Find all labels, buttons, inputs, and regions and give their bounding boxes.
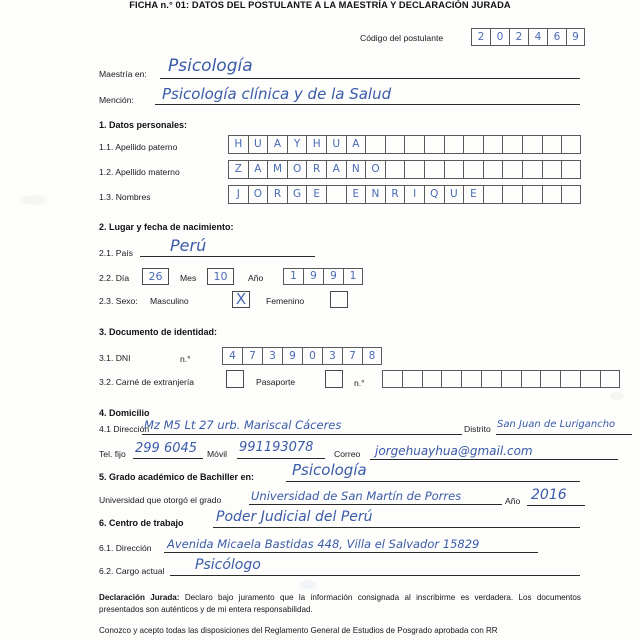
char-box[interactable] <box>502 135 522 154</box>
char-box[interactable] <box>561 135 581 154</box>
char-box[interactable] <box>580 370 600 388</box>
char-box-value: 4 <box>229 349 236 362</box>
char-box[interactable] <box>343 268 363 285</box>
char-box[interactable] <box>483 185 503 204</box>
scan-artifact <box>300 580 316 589</box>
char-box[interactable] <box>283 268 303 285</box>
char-box[interactable] <box>444 160 464 179</box>
char-box-value: 7 <box>349 349 356 362</box>
carne-extranjeria-label: 3.2. Carné de extranjería <box>99 377 195 387</box>
char-box[interactable] <box>542 160 562 179</box>
char-box[interactable] <box>463 135 483 154</box>
masculino-checkbox[interactable] <box>232 291 250 308</box>
trabajo-direccion-label: 6.1. Dirección <box>99 543 152 553</box>
femenino-label: Femenino <box>266 296 305 306</box>
codigo-postulante-label: Código del postulante <box>360 33 444 43</box>
maestria-underline <box>160 78 580 79</box>
char-box[interactable] <box>404 160 424 179</box>
char-box-value: A <box>332 163 340 176</box>
char-box-value: E <box>470 188 477 201</box>
dni-numero-label: n.° <box>180 354 191 364</box>
mes-label: Mes <box>180 273 197 283</box>
char-box[interactable] <box>522 160 542 179</box>
nombres-boxes[interactable] <box>228 185 581 204</box>
char-box[interactable] <box>444 185 464 204</box>
char-box-value: 9 <box>289 349 296 362</box>
trabajo-direccion-value[interactable]: Avenida Micaela Bastidas 448, Villa el Salvador 15829 <box>167 537 480 551</box>
pais-underline <box>140 256 315 257</box>
distrito-underline <box>496 434 632 435</box>
pais-label: 2.1. País <box>99 248 133 258</box>
char-box[interactable] <box>228 160 248 179</box>
anio-grado-label: Año <box>505 496 521 506</box>
char-box[interactable] <box>490 28 509 46</box>
char-box[interactable] <box>424 160 444 179</box>
section2-heading: 2. Lugar y fecha de nacimiento: <box>99 222 234 232</box>
dia-value: 26 <box>148 270 163 283</box>
reglamento-paragraph: Conozco y acepto todas las disposiciones del Reglamento General de Estudios de Posgrado aprobada con RR <box>99 626 498 635</box>
char-box[interactable] <box>461 370 481 388</box>
dni-boxes[interactable] <box>222 347 382 365</box>
char-box-value: A <box>254 163 262 176</box>
trabajo-direccion-underline <box>164 552 538 553</box>
declaracion-jurada-paragraph <box>99 592 581 616</box>
char-box[interactable] <box>481 370 501 388</box>
char-box-value: N <box>371 188 380 201</box>
movil-underline <box>237 458 325 459</box>
universidad-value[interactable]: Universidad de San Martín de Porres <box>251 489 462 503</box>
char-box[interactable] <box>282 347 302 365</box>
char-box[interactable] <box>424 135 444 154</box>
mencion-value[interactable]: Psicología clínica y de la Salud <box>162 85 392 103</box>
movil-value[interactable]: 991193078 <box>239 440 314 455</box>
anio-grado-underline <box>527 505 585 506</box>
char-box-value: A <box>352 138 360 151</box>
char-box-value: 9 <box>572 30 579 43</box>
char-box-value: 9 <box>330 270 337 283</box>
cargo-actual-value[interactable]: Psicólogo <box>195 557 261 573</box>
char-box[interactable] <box>362 347 382 365</box>
section3-heading: 3. Documento de identidad: <box>99 327 218 337</box>
section4-heading: 4. Domicilio <box>99 408 150 418</box>
char-box-value: 8 <box>368 349 376 362</box>
char-box[interactable] <box>471 28 490 46</box>
char-box-value: O <box>371 163 380 176</box>
char-box[interactable] <box>365 185 385 204</box>
char-box-value: I <box>413 188 417 201</box>
char-box[interactable] <box>385 185 405 204</box>
char-box[interactable] <box>242 347 262 365</box>
page-title: FICHA n.° 01: DATOS DEL POSTULANTE A LA MAESTRÍA Y DECLARACIÓN JURADA <box>129 0 511 10</box>
codigo-postulante-boxes[interactable] <box>471 28 585 46</box>
char-box[interactable] <box>522 135 542 154</box>
char-box[interactable] <box>302 347 322 365</box>
pasaporte-checkbox[interactable] <box>325 370 343 388</box>
section1-heading: 1. Datos personales: <box>99 120 188 130</box>
char-box[interactable] <box>303 268 323 285</box>
universidad-underline <box>249 504 502 505</box>
char-box[interactable] <box>326 185 346 204</box>
char-box-value: H <box>234 138 243 151</box>
char-box[interactable] <box>422 370 442 388</box>
char-box[interactable] <box>561 160 581 179</box>
char-box[interactable] <box>424 185 444 204</box>
char-box-value: N <box>351 163 360 176</box>
apellido-paterno-boxes[interactable] <box>228 135 581 154</box>
pasaporte-boxes[interactable] <box>382 370 620 388</box>
char-box-value: 2 <box>515 30 523 43</box>
char-box[interactable] <box>522 185 542 204</box>
apellido-paterno-label: 1.1. Apellido paterno <box>99 142 178 152</box>
char-box[interactable] <box>326 135 346 154</box>
cargo-actual-label: 6.2. Cargo actual <box>99 566 165 576</box>
mencion-label: Mención: <box>99 95 134 105</box>
char-box[interactable] <box>402 370 422 388</box>
char-box[interactable] <box>248 160 268 179</box>
char-box[interactable] <box>306 185 326 204</box>
char-box-value: 0 <box>309 349 316 362</box>
mes-field[interactable] <box>207 268 234 285</box>
anio-nacimiento-label: Año <box>248 273 264 283</box>
mes-value: 10 <box>213 270 228 283</box>
nombres-label: 1.3. Nombres <box>99 192 151 202</box>
char-box[interactable] <box>323 268 343 285</box>
char-box[interactable] <box>385 160 405 179</box>
declaracion-jurada-text: Declaro bajo juramento que la información consignada al inscribirme es verdadera. Los documentos presentados son auténticos y de mi entera responsabilidad. <box>99 593 581 615</box>
char-box-value: M <box>272 163 283 176</box>
char-box[interactable] <box>287 160 307 179</box>
correo-value[interactable]: jorgehuayhua@gmail.com <box>375 444 533 458</box>
char-box[interactable] <box>600 370 620 388</box>
distrito-value[interactable]: San Juan de Lurigancho <box>497 419 616 430</box>
char-box[interactable] <box>509 28 528 46</box>
char-box[interactable] <box>228 135 248 154</box>
char-box-value: R <box>391 188 399 201</box>
char-box[interactable] <box>444 135 464 154</box>
char-box[interactable] <box>267 185 287 204</box>
centro-trabajo-underline <box>213 527 580 528</box>
char-box[interactable] <box>267 160 287 179</box>
masculino-check-mark: X <box>235 290 247 308</box>
masculino-label: Masculino <box>150 296 189 306</box>
char-box-value: 4 <box>534 30 542 43</box>
char-box[interactable] <box>528 28 547 46</box>
char-box-value: 1 <box>349 270 357 283</box>
char-box[interactable] <box>483 160 503 179</box>
char-box-value: 3 <box>329 349 336 362</box>
section6-heading: 6. Centro de trabajo <box>99 518 184 528</box>
char-box-value: 6 <box>553 30 561 43</box>
char-box-value: O <box>292 163 302 176</box>
char-box[interactable] <box>267 135 287 154</box>
char-box[interactable] <box>248 135 268 154</box>
section5-heading: 5. Grado académico de Bachiller en: <box>99 472 255 482</box>
apellido-materno-label: 1.2. Apellido materno <box>99 167 180 177</box>
domicilio-direccion-value[interactable]: Mz M5 Lt 27 urb. Mariscal Cáceres <box>144 418 342 432</box>
char-box[interactable] <box>342 347 362 365</box>
pasaporte-label: Pasaporte <box>256 377 296 387</box>
correo-underline <box>370 459 618 460</box>
femenino-checkbox[interactable] <box>330 291 348 308</box>
char-box[interactable] <box>228 185 248 204</box>
char-box[interactable] <box>502 160 522 179</box>
movil-label: Móvil <box>207 449 228 459</box>
grado-underline <box>286 481 580 482</box>
declaracion-jurada-heading: Declaración Jurada: <box>99 593 180 602</box>
char-box[interactable] <box>346 160 366 179</box>
cargo-actual-underline <box>170 575 580 576</box>
dia-field[interactable] <box>142 268 169 285</box>
char-box[interactable] <box>566 28 585 46</box>
char-box[interactable] <box>287 185 307 204</box>
char-box[interactable] <box>365 160 385 179</box>
universidad-label: Universidad que otorgó el grado <box>99 495 222 505</box>
char-box[interactable] <box>483 135 503 154</box>
tel-fijo-label: Tel. fijo <box>99 449 126 459</box>
pais-value[interactable]: Perú <box>170 236 207 255</box>
char-box[interactable] <box>326 160 346 179</box>
char-box[interactable] <box>222 347 242 365</box>
char-box[interactable] <box>322 347 342 365</box>
char-box[interactable] <box>441 370 461 388</box>
char-box[interactable] <box>501 370 521 388</box>
char-box[interactable] <box>248 185 268 204</box>
anio-nacimiento-boxes[interactable] <box>283 268 363 285</box>
char-box[interactable] <box>262 347 282 365</box>
char-box[interactable] <box>463 185 483 204</box>
anio-grado-value[interactable]: 2016 <box>531 487 567 503</box>
centro-trabajo-value[interactable]: Poder Judicial del Perú <box>216 509 373 525</box>
char-box[interactable] <box>560 370 580 388</box>
char-box-value: R <box>273 188 282 201</box>
char-box[interactable] <box>382 370 402 388</box>
char-box-value: Y <box>293 138 301 151</box>
mencion-underline <box>155 104 580 105</box>
char-box-value: 1 <box>290 270 297 283</box>
char-box[interactable] <box>306 135 326 154</box>
char-box[interactable] <box>547 28 566 46</box>
char-box[interactable] <box>521 370 541 388</box>
distrito-label: Distrito <box>464 424 491 434</box>
char-box-value: 0 <box>496 30 504 43</box>
correo-label: Correo <box>334 449 361 459</box>
char-box[interactable] <box>346 185 366 204</box>
char-box-value: Q <box>430 188 439 201</box>
char-box[interactable] <box>385 135 405 154</box>
char-box-value: U <box>449 188 458 201</box>
char-box-value: U <box>254 138 262 151</box>
char-box-value: H <box>312 138 321 151</box>
domicilio-direccion-underline <box>142 434 462 435</box>
tel-fijo-value[interactable]: 299 6045 <box>135 441 198 456</box>
pasaporte-numero-label: n.° <box>354 378 365 388</box>
carne-extranjeria-checkbox[interactable] <box>226 370 244 388</box>
char-box-value: 7 <box>249 349 256 362</box>
dia-label: 2.2. Día <box>99 273 130 283</box>
char-box[interactable] <box>365 135 385 154</box>
apellido-materno-boxes[interactable] <box>228 160 581 179</box>
char-box[interactable] <box>542 135 562 154</box>
char-box-value: G <box>293 188 302 201</box>
sexo-label: 2.3. Sexo: <box>99 296 138 306</box>
char-box[interactable] <box>502 185 522 204</box>
maestria-value[interactable]: Psicología <box>168 56 253 76</box>
char-box-value: U <box>332 138 341 151</box>
char-box[interactable] <box>306 160 326 179</box>
char-box[interactable] <box>463 160 483 179</box>
char-box[interactable] <box>346 135 366 154</box>
grado-value[interactable]: Psicología <box>292 461 367 479</box>
dni-label: 3.1. DNI <box>99 353 131 363</box>
char-box-value: E <box>313 188 320 201</box>
char-box-value: J <box>236 188 240 201</box>
char-box-value: R <box>313 163 321 176</box>
char-box[interactable] <box>287 135 307 154</box>
char-box-value: O <box>253 188 263 201</box>
char-box[interactable] <box>404 135 424 154</box>
maestria-label: Maestría en: <box>99 69 147 79</box>
scan-artifact <box>20 195 46 205</box>
char-box[interactable] <box>540 370 560 388</box>
char-box-value: 9 <box>310 270 317 283</box>
char-box[interactable] <box>542 185 562 204</box>
char-box-value: 3 <box>269 349 276 362</box>
char-box-value: A <box>273 138 282 151</box>
char-box[interactable] <box>404 185 424 204</box>
scan-artifact <box>610 392 624 400</box>
char-box-value: E <box>352 188 360 201</box>
tel-fijo-underline <box>133 458 203 459</box>
char-box-value: Z <box>234 163 242 176</box>
domicilio-direccion-label: 4.1 Dirección <box>99 424 150 434</box>
char-box-value: 2 <box>477 30 485 43</box>
char-box[interactable] <box>561 185 581 204</box>
